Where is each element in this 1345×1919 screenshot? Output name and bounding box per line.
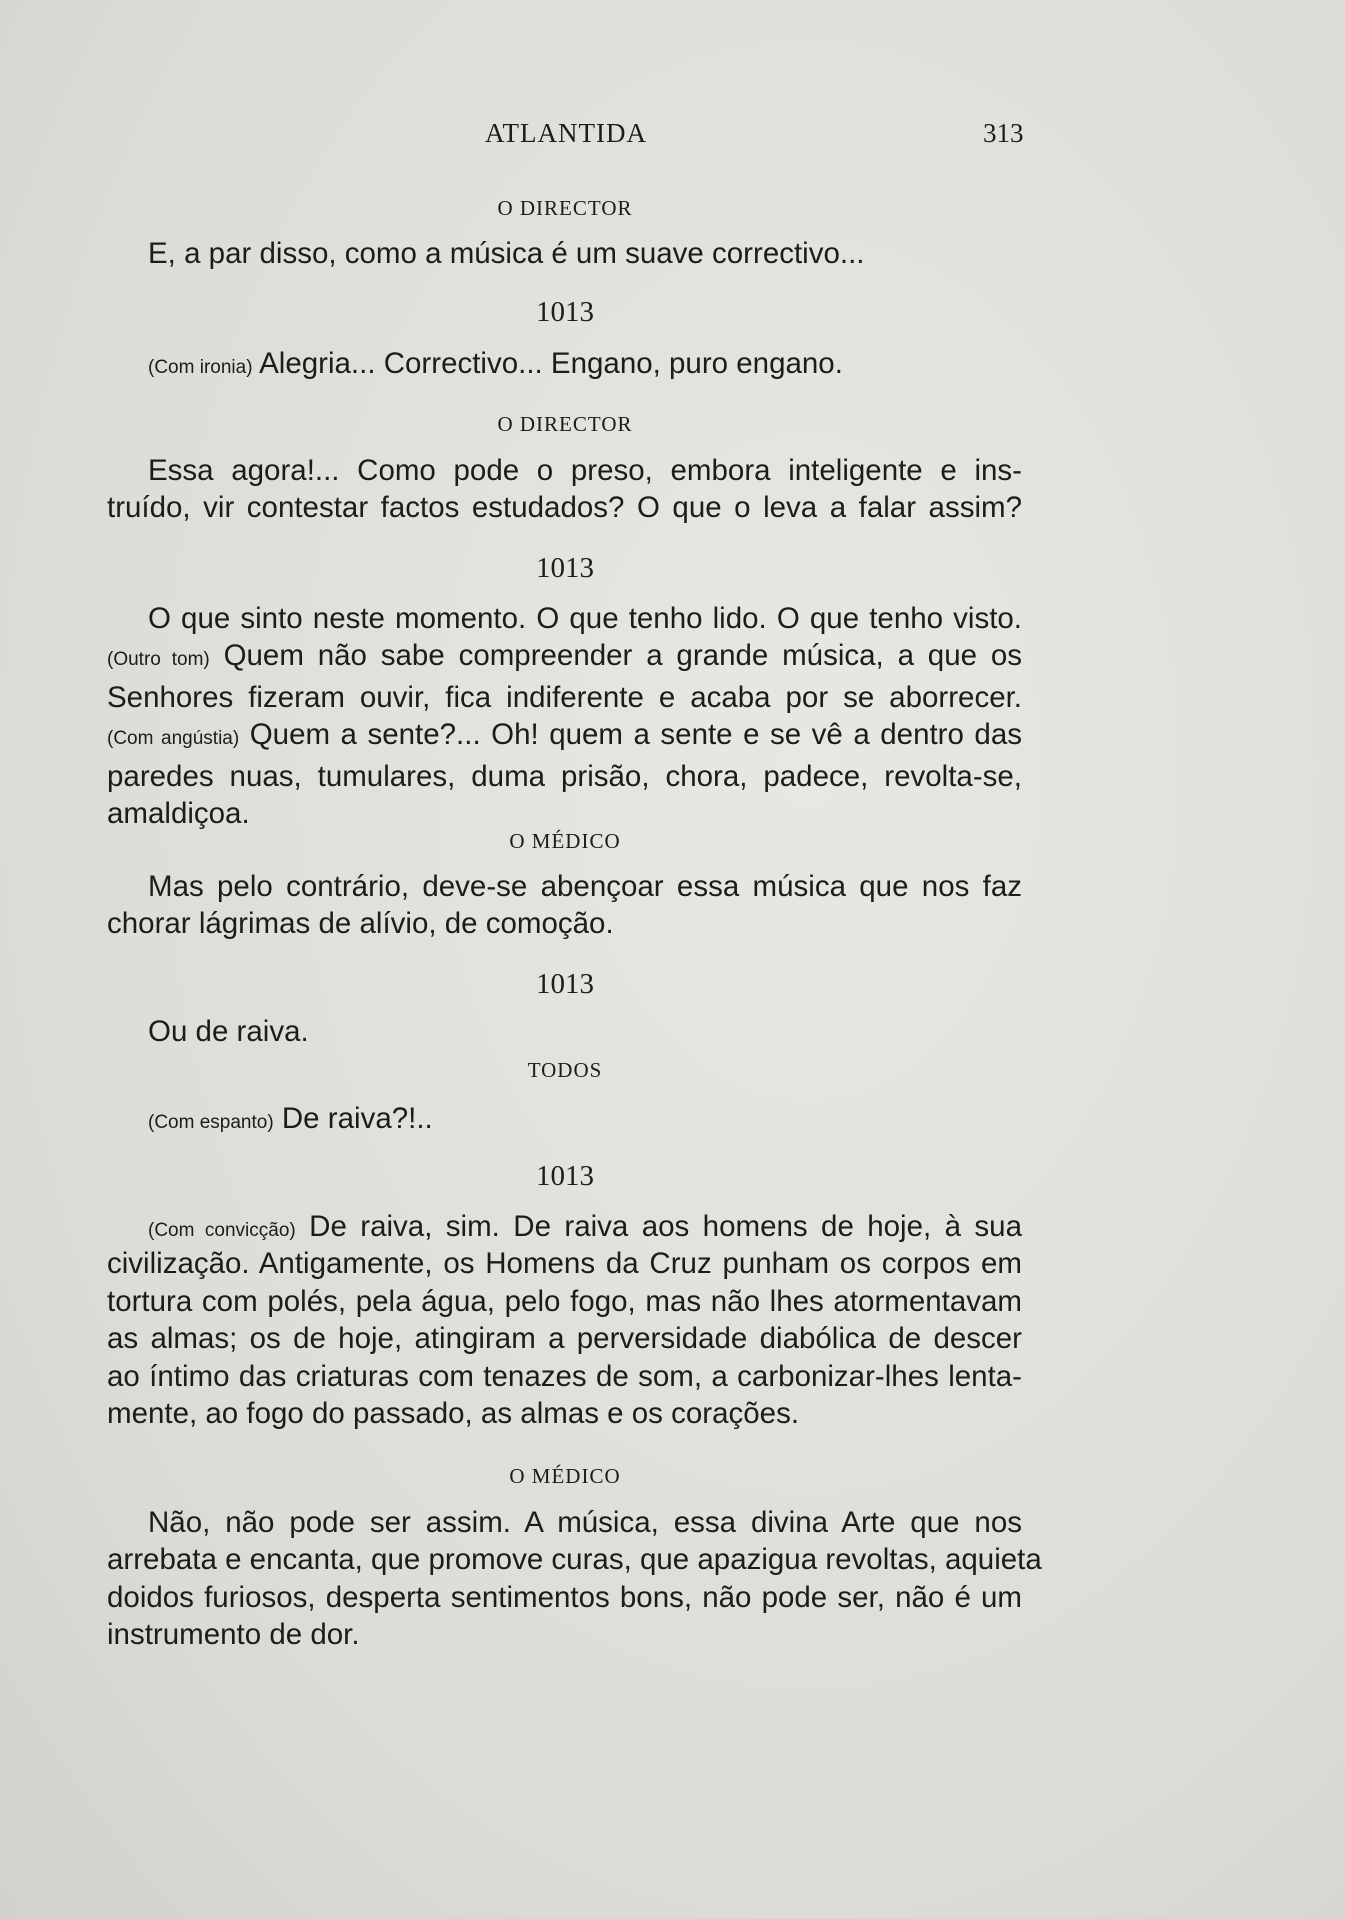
paragraph: [148, 235, 864, 273]
text-line: doidos furiosos, desperta sentimentos bons, não pode ser, não é um: [107, 1580, 1022, 1614]
paragraph: [148, 1208, 1022, 1250]
text-line: Essa agora!... Como pode o preso, embora inteligente e ins-: [148, 454, 1022, 487]
text-line: civilização. Antigamente, os Homens da Cruz punham os corpos em: [107, 1247, 1022, 1280]
text-line: E, a par disso, como a música é um suave correctivo...: [148, 237, 865, 270]
stage-direction: (Com angústia): [107, 728, 240, 749]
text-line: (Com angústia) Quem a sente?... Oh! quem a sente e se vê a dentro das: [107, 718, 1022, 751]
text-line: chorar lágrimas de alívio, de comoção.: [107, 907, 614, 940]
text-line: Senhores fizeram ouvir, fica indiferente e acaba por se aborrecer.: [107, 680, 1022, 714]
speaker-number: 1013: [536, 296, 594, 328]
speaker-number: 1013: [536, 552, 594, 584]
stage-direction: (Com ironia): [148, 357, 253, 378]
text-line: Não, não pode ser assim. A música, essa divina Arte que nos: [148, 1506, 1022, 1539]
paragraph: [148, 1504, 1022, 1542]
speaker-director: O DIRECTOR: [497, 412, 633, 436]
paragraph: [107, 1541, 1042, 1654]
text-line: (Com espanto) De raiva?!..: [148, 1102, 433, 1135]
speaker-number: 1013: [536, 968, 594, 1000]
text-line: arrebata e encanta, que promove curas, que apazigua revoltas, aquieta: [107, 1543, 1042, 1576]
text-line: paredes nuas, tumulares, duma prisão, chora, padece, revolta-se,: [107, 759, 1022, 793]
paragraph: [148, 345, 843, 387]
speaker-director: O DIRECTOR: [497, 196, 633, 220]
running-title: ATLANTIDA: [485, 118, 647, 148]
running-header: [0, 118, 1345, 158]
text-line: amaldiçoa.: [107, 797, 250, 830]
text-line: ao íntimo das criaturas com tenazes de som, a carbonizar-lhes lenta-: [107, 1359, 1022, 1393]
paragraph: [107, 637, 1022, 833]
text-line: Ou de raiva.: [148, 1015, 309, 1048]
text-line: tortura com polés, pela água, pelo fogo, mas não lhes atormentavam: [107, 1284, 1022, 1318]
text-line: (Com convicção) De raiva, sim. De raiva aos homens de hoje, à sua: [148, 1210, 1022, 1243]
text-line: O que sinto neste momento. O que tenho lido. O que tenho visto.: [148, 602, 1022, 635]
paragraph: [148, 600, 1022, 638]
stage-direction: (Com espanto): [148, 1112, 274, 1133]
stage-direction: (Com convicção): [148, 1220, 296, 1241]
text-line: instrumento de dor.: [107, 1618, 360, 1651]
paragraph: [148, 452, 1022, 490]
text-line: mente, ao fogo do passado, as almas e os corações.: [107, 1397, 800, 1430]
speaker-doctor: O MÉDICO: [509, 1464, 621, 1488]
paragraph: [148, 1013, 309, 1051]
text-line: as almas; os de hoje, atingiram a perversidade diabólica de descer: [107, 1322, 1022, 1355]
text-line: [148, 345, 843, 387]
speaker-doctor: O MÉDICO: [509, 829, 621, 853]
paragraph: [148, 1100, 433, 1142]
text-line: truído, vir contestar factos estudados? O que o leva a falar assim?: [107, 491, 1022, 524]
speech-text: Alegria... Correctivo... Engano, puro engano.: [259, 347, 843, 380]
paragraph: [107, 1245, 1022, 1433]
stage-direction: (Outro tom): [107, 649, 210, 670]
text-line: (Outro tom) Quem não sabe compreender a grande música, a que os: [107, 639, 1022, 672]
text-line: Mas pelo contrário, deve-se abençoar essa música que nos faz: [148, 870, 1022, 903]
speaker-all: TODOS: [527, 1058, 603, 1082]
speaker-number: 1013: [536, 1160, 594, 1192]
paragraph: [107, 489, 1022, 527]
paragraph: [148, 868, 1022, 906]
page-number: 313: [983, 118, 1024, 148]
paragraph: [107, 905, 614, 943]
